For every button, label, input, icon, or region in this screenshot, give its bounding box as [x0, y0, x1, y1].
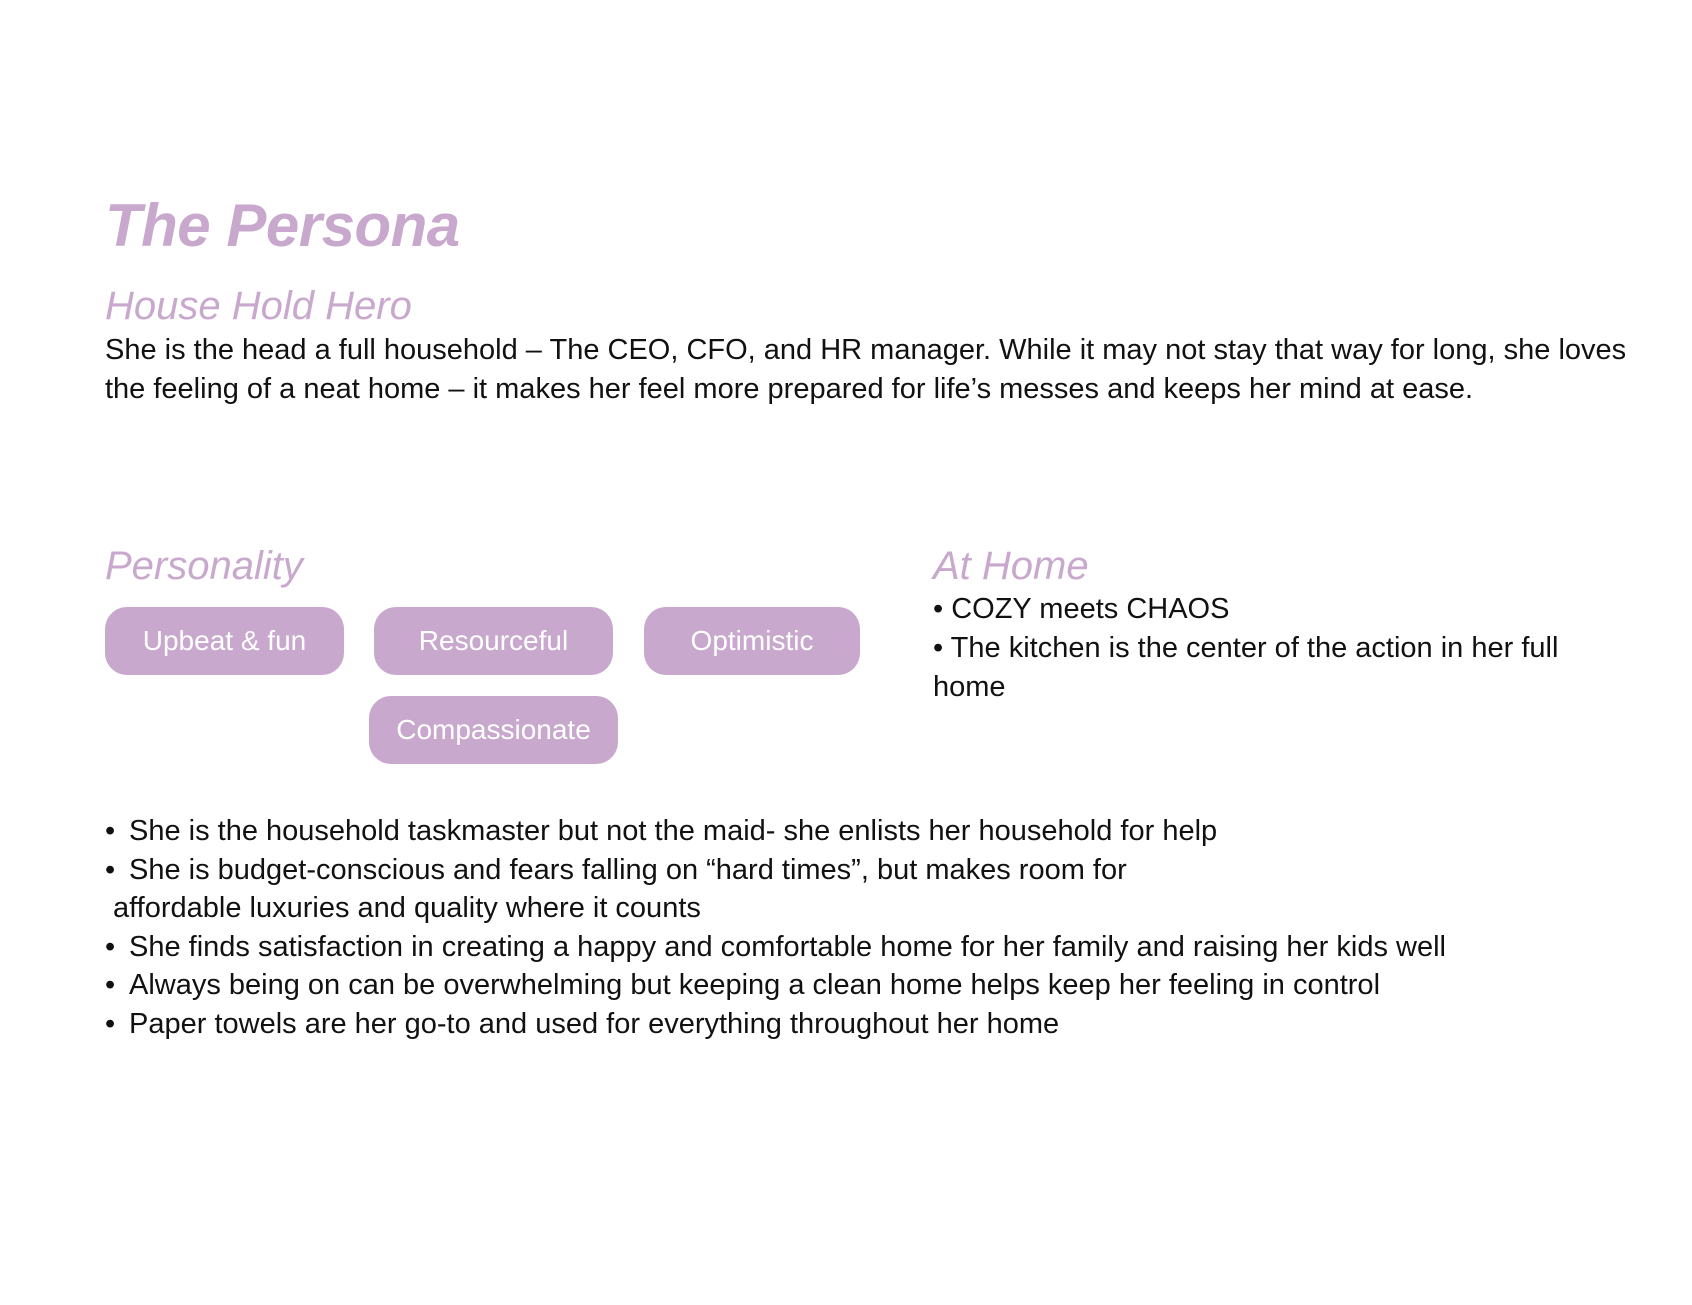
bullet-text: She is the household taskmaster but not the maid- she enlists her household for help: [129, 815, 1218, 847]
list-item: [105, 1005, 1685, 1044]
list-item: [105, 851, 1685, 928]
trait-pill-resourceful: Resourceful: [374, 607, 613, 675]
persona-subtitle: House Hold Hero: [105, 284, 412, 328]
bullet-dot: •: [105, 853, 116, 886]
page-title: The Persona: [105, 192, 460, 259]
bullet-dot: •: [105, 969, 116, 1001]
trait-pill-upbeat: Upbeat & fun: [105, 607, 344, 675]
bullet-text: She finds satisfaction in creating a happy and comfortable home for her family and raising her kids well: [129, 930, 1446, 963]
bullet-dot: •: [105, 1007, 116, 1040]
trait-pill-compassionate: Compassionate: [369, 696, 618, 764]
bullet-text: Always being on can be overwhelming but keeping a clean home helps keep her feeling in control: [129, 969, 1381, 1001]
list-item: [105, 812, 1685, 851]
list-item: [105, 928, 1685, 967]
at-home-heading: At Home: [933, 544, 1089, 588]
at-home-item: • The kitchen is the center of the action in her full home: [933, 632, 1559, 703]
persona-intro: She is the head a full household – The CEO, CFO, and HR manager. While it may not stay that way for long, she loves the feeling of a neat home – it makes her feel more prepared for life’s messes and keeps her mind at ease.: [105, 334, 1627, 405]
bullet-text: She is budget-conscious and fears falling on “hard times”, but makes room for: [129, 853, 1127, 886]
persona-bullet-list: [105, 812, 1685, 1043]
bullet-text-continuation: affordable luxuries and quality where it counts: [113, 892, 701, 924]
bullet-text: Paper towels are her go-to and used for everything throughout her home: [129, 1007, 1060, 1040]
bullet-dot: •: [105, 815, 116, 847]
list-item: [105, 966, 1685, 1005]
trait-pill-optimistic: Optimistic: [644, 607, 860, 675]
at-home-list: [933, 590, 1633, 707]
at-home-item: • COZY meets CHAOS: [933, 593, 1230, 625]
bullet-dot: •: [105, 930, 116, 963]
personality-heading: Personality: [105, 544, 303, 588]
